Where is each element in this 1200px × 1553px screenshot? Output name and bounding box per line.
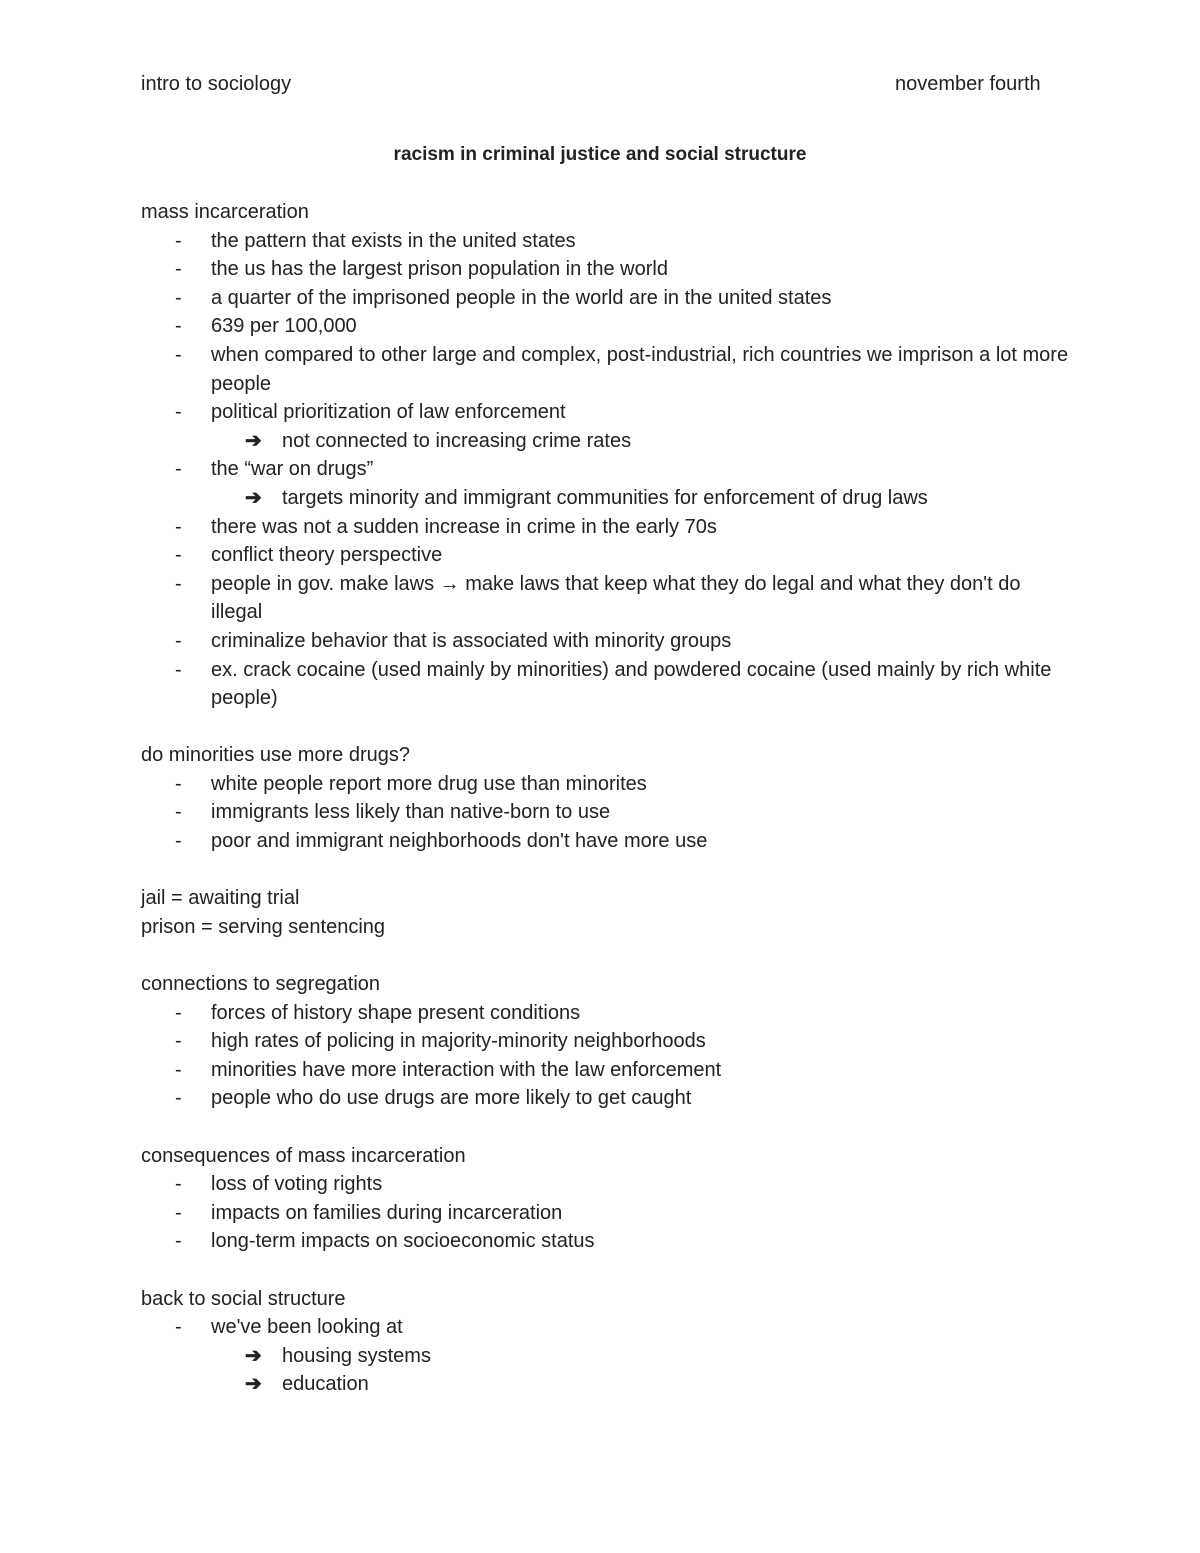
- list-item: - impacts on families during incarceration: [141, 1199, 1071, 1228]
- bullet-list: [141, 770, 1071, 856]
- section-consequences: [141, 1142, 1071, 1256]
- lecture-date: november fourth: [895, 73, 1041, 95]
- sub-list-item: [141, 484, 1071, 513]
- bullet-list: [141, 1313, 1071, 1342]
- definition-jail: jail = awaiting trial: [141, 887, 300, 910]
- sub-list-item: [141, 1342, 1071, 1371]
- sub-list-item-text: education: [282, 1373, 369, 1396]
- list-item: - people in gov. make laws → make laws that keep what they do legal and what they don't do illegal: [141, 570, 1071, 627]
- bullet-list: [141, 227, 1071, 427]
- list-item: - there was not a sudden increase in crime in the early 70s: [141, 513, 1071, 542]
- section-heading: mass incarceration: [141, 201, 309, 223]
- notes-body: [141, 198, 1071, 1428]
- list-item: - high rates of policing in majority-minority neighborhoods: [141, 1027, 1071, 1056]
- page-title: racism in criminal justice and social structure: [393, 144, 807, 165]
- list-item: - poor and immigrant neighborhoods don't have more use: [141, 827, 1071, 856]
- list-item: - the pattern that exists in the united states: [141, 227, 1071, 256]
- list-item: - a quarter of the imprisoned people in the world are in the united states: [141, 284, 1071, 313]
- course-name: intro to sociology: [141, 73, 292, 95]
- list-item: - loss of voting rights: [141, 1170, 1071, 1199]
- bullet-list: [141, 999, 1071, 1113]
- arrow-icon: ➔: [245, 429, 262, 452]
- list-item: - we've been looking at: [141, 1313, 1071, 1342]
- section-definitions: [141, 884, 1071, 941]
- section-heading: back to social structure: [141, 1287, 346, 1310]
- sub-list: [141, 427, 1071, 456]
- list-item: - conflict theory perspective: [141, 541, 1071, 570]
- bullet-list: [141, 513, 1071, 713]
- list-item: - immigrants less likely than native-born to use: [141, 798, 1071, 827]
- list-item: - the “war on drugs”: [141, 455, 1071, 484]
- bullet-list: [141, 455, 1071, 484]
- section-heading: do minorities use more drugs?: [141, 744, 411, 767]
- list-item: - minorities have more interaction with the law enforcement: [141, 1056, 1071, 1085]
- bullet-list: [141, 1170, 1071, 1256]
- section-drug-use: [141, 741, 1071, 855]
- list-item: - when compared to other large and complex, post-industrial, rich countries we imprison a lot more people: [141, 341, 1071, 398]
- sub-list-item: [141, 427, 1071, 456]
- list-item: - ex. crack cocaine (used mainly by minorities) and powdered cocaine (used mainly by rich white people): [141, 656, 1071, 713]
- list-item: - criminalize behavior that is associated with minority groups: [141, 627, 1071, 656]
- list-item: - political prioritization of law enforcement: [141, 398, 1071, 427]
- sub-list-item: [141, 1370, 1071, 1399]
- sub-list-item-text: not connected to increasing crime rates: [282, 429, 632, 452]
- sub-list-item-text: housing systems: [282, 1344, 431, 1367]
- list-item: - long-term impacts on socioeconomic status: [141, 1227, 1071, 1256]
- sub-list: [141, 1342, 1071, 1399]
- arrow-icon: ➔: [245, 486, 262, 509]
- section-heading: connections to segregation: [141, 973, 381, 996]
- section-segregation: [141, 970, 1071, 1113]
- arrow-icon: ➔: [245, 1373, 262, 1396]
- sub-list-item-text: targets minority and immigrant communities for enforcement of drug laws: [282, 486, 928, 509]
- section-mass-incarceration: [141, 198, 1071, 713]
- list-item: - 639 per 100,000: [141, 312, 1071, 341]
- list-item: - people who do use drugs are more likely to get caught: [141, 1084, 1071, 1113]
- arrow-icon: ➔: [245, 1344, 262, 1367]
- list-item: - the us has the largest prison population in the world: [141, 255, 1071, 284]
- sub-list: [141, 484, 1071, 513]
- list-item: - forces of history shape present conditions: [141, 999, 1071, 1028]
- definition-prison: prison = serving sentencing: [141, 915, 386, 938]
- section-social-structure: [141, 1285, 1071, 1399]
- list-item: - white people report more drug use than minorites: [141, 770, 1071, 799]
- section-heading: consequences of mass incarceration: [141, 1144, 466, 1167]
